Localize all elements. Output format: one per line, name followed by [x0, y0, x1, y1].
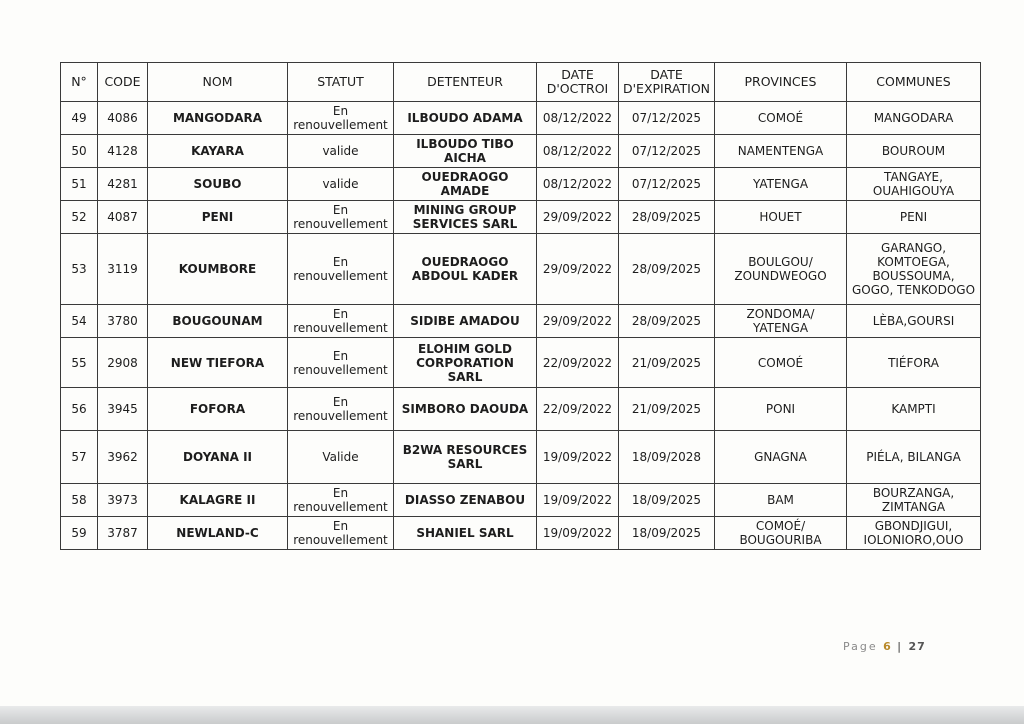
header-statut: STATUT: [288, 63, 394, 102]
table-row: [61, 305, 981, 338]
cell-n: 57: [61, 431, 98, 484]
cell-statut: En renouvellement: [288, 484, 394, 517]
cell-n: 59: [61, 517, 98, 550]
cell-communes: TIÉFORA: [847, 338, 981, 388]
table-row: [61, 102, 981, 135]
cell-provinces: ZONDOMA/ YATENGA: [715, 305, 847, 338]
cell-communes: BOURZANGA, ZIMTANGA: [847, 484, 981, 517]
cell-octroi: 29/09/2022: [537, 234, 619, 305]
cell-statut: En renouvellement: [288, 102, 394, 135]
cell-provinces: COMOÉ: [715, 102, 847, 135]
header-date-octroi: DATE D'OCTROI: [537, 63, 619, 102]
cell-expiration: 07/12/2025: [619, 102, 715, 135]
cell-n: 58: [61, 484, 98, 517]
cell-provinces: HOUET: [715, 201, 847, 234]
cell-provinces: NAMENTENGA: [715, 135, 847, 168]
cell-communes: MANGODARA: [847, 102, 981, 135]
cell-n: 55: [61, 338, 98, 388]
cell-statut: En renouvellement: [288, 305, 394, 338]
cell-octroi: 19/09/2022: [537, 431, 619, 484]
table-row: [61, 517, 981, 550]
cell-code: 3962: [98, 431, 148, 484]
table-row: [61, 484, 981, 517]
cell-n: 54: [61, 305, 98, 338]
cell-detenteur: B2WA RESOURCES SARL: [394, 431, 537, 484]
table-row: [61, 234, 981, 305]
cell-provinces: COMOÉ: [715, 338, 847, 388]
page-separator: |: [897, 640, 904, 653]
cell-n: 51: [61, 168, 98, 201]
page-number: 6: [883, 640, 892, 653]
cell-statut: En renouvellement: [288, 234, 394, 305]
cell-expiration: 18/09/2028: [619, 431, 715, 484]
cell-octroi: 29/09/2022: [537, 201, 619, 234]
cell-octroi: 08/12/2022: [537, 168, 619, 201]
cell-nom: DOYANA II: [148, 431, 288, 484]
cell-nom: KAYARA: [148, 135, 288, 168]
total-pages: 27: [908, 640, 926, 653]
header-code: CODE: [98, 63, 148, 102]
cell-n: 52: [61, 201, 98, 234]
cell-detenteur: ILBOUDO ADAMA: [394, 102, 537, 135]
cell-expiration: 28/09/2025: [619, 305, 715, 338]
cell-code: 4281: [98, 168, 148, 201]
cell-n: 53: [61, 234, 98, 305]
cell-provinces: GNAGNA: [715, 431, 847, 484]
cell-detenteur: SIDIBE AMADOU: [394, 305, 537, 338]
page-footer: [843, 640, 926, 653]
header-communes: COMMUNES: [847, 63, 981, 102]
cell-code: 3787: [98, 517, 148, 550]
cell-octroi: 08/12/2022: [537, 102, 619, 135]
cell-communes: GBONDJIGUI, IOLONIORO,OUO: [847, 517, 981, 550]
cell-code: 4128: [98, 135, 148, 168]
cell-nom: PENI: [148, 201, 288, 234]
cell-detenteur: SHANIEL SARL: [394, 517, 537, 550]
cell-communes: TANGAYE, OUAHIGOUYA: [847, 168, 981, 201]
cell-detenteur: SIMBORO DAOUDA: [394, 388, 537, 431]
cell-provinces: PONI: [715, 388, 847, 431]
cell-code: 4086: [98, 102, 148, 135]
cell-n: 49: [61, 102, 98, 135]
table-row: [61, 338, 981, 388]
header-n: N°: [61, 63, 98, 102]
cell-statut: valide: [288, 135, 394, 168]
cell-octroi: 22/09/2022: [537, 338, 619, 388]
cell-statut: En renouvellement: [288, 517, 394, 550]
page-label: Page: [843, 640, 878, 653]
cell-expiration: 07/12/2025: [619, 168, 715, 201]
cell-code: 3973: [98, 484, 148, 517]
cell-communes: PIÉLA, BILANGA: [847, 431, 981, 484]
cell-statut: En renouvellement: [288, 388, 394, 431]
cell-expiration: 18/09/2025: [619, 484, 715, 517]
cell-nom: SOUBO: [148, 168, 288, 201]
cell-provinces: YATENGA: [715, 168, 847, 201]
cell-octroi: 19/09/2022: [537, 517, 619, 550]
cell-nom: MANGODARA: [148, 102, 288, 135]
cell-nom: NEWLAND-C: [148, 517, 288, 550]
header-nom: NOM: [148, 63, 288, 102]
cell-detenteur: DIASSO ZENABOU: [394, 484, 537, 517]
permits-table: [60, 62, 981, 550]
cell-communes: BOUROUM: [847, 135, 981, 168]
cell-communes: KAMPTI: [847, 388, 981, 431]
cell-detenteur: ELOHIM GOLD CORPORATION SARL: [394, 338, 537, 388]
cell-provinces: COMOÉ/ BOUGOURIBA: [715, 517, 847, 550]
cell-octroi: 22/09/2022: [537, 388, 619, 431]
header-date-expiration: DATE D'EXPIRATION: [619, 63, 715, 102]
cell-expiration: 28/09/2025: [619, 234, 715, 305]
cell-statut: En renouvellement: [288, 201, 394, 234]
cell-communes: GARANGO, KOMTOEGA, BOUSSOUMA, GOGO, TENKODOGO: [847, 234, 981, 305]
scan-edge: [0, 706, 1024, 724]
cell-detenteur: ILBOUDO TIBO AICHA: [394, 135, 537, 168]
cell-nom: BOUGOUNAM: [148, 305, 288, 338]
cell-expiration: 07/12/2025: [619, 135, 715, 168]
cell-octroi: 29/09/2022: [537, 305, 619, 338]
cell-nom: FOFORA: [148, 388, 288, 431]
cell-nom: NEW TIEFORA: [148, 338, 288, 388]
header-row: [61, 63, 981, 102]
cell-code: 4087: [98, 201, 148, 234]
cell-statut: En renouvellement: [288, 338, 394, 388]
cell-code: 3780: [98, 305, 148, 338]
cell-detenteur: OUEDRAOGO ABDOUL KADER: [394, 234, 537, 305]
cell-provinces: BOULGOU/ ZOUNDWEOGO: [715, 234, 847, 305]
cell-code: 3119: [98, 234, 148, 305]
table-row: [61, 201, 981, 234]
cell-expiration: 21/09/2025: [619, 388, 715, 431]
table-row: [61, 168, 981, 201]
cell-expiration: 18/09/2025: [619, 517, 715, 550]
table-row: [61, 388, 981, 431]
header-provinces: PROVINCES: [715, 63, 847, 102]
cell-communes: PENI: [847, 201, 981, 234]
cell-communes: LÈBA,GOURSI: [847, 305, 981, 338]
cell-expiration: 28/09/2025: [619, 201, 715, 234]
cell-n: 50: [61, 135, 98, 168]
table-row: [61, 135, 981, 168]
table-row: [61, 431, 981, 484]
cell-provinces: BAM: [715, 484, 847, 517]
cell-code: 3945: [98, 388, 148, 431]
cell-nom: KALAGRE II: [148, 484, 288, 517]
cell-statut: Valide: [288, 431, 394, 484]
header-detenteur: DETENTEUR: [394, 63, 537, 102]
cell-expiration: 21/09/2025: [619, 338, 715, 388]
cell-octroi: 08/12/2022: [537, 135, 619, 168]
cell-detenteur: MINING GROUP SERVICES SARL: [394, 201, 537, 234]
cell-statut: valide: [288, 168, 394, 201]
cell-octroi: 19/09/2022: [537, 484, 619, 517]
cell-n: 56: [61, 388, 98, 431]
cell-code: 2908: [98, 338, 148, 388]
cell-detenteur: OUEDRAOGO AMADE: [394, 168, 537, 201]
cell-nom: KOUMBORE: [148, 234, 288, 305]
